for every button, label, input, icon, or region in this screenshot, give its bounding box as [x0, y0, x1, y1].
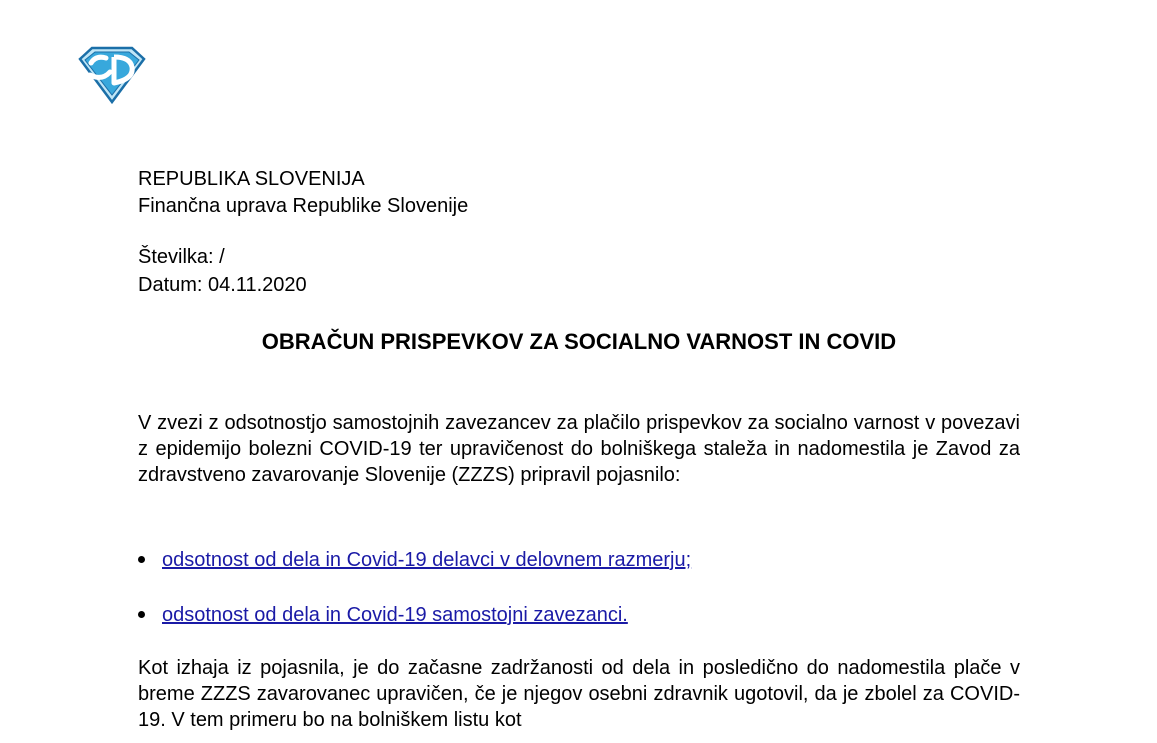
bullet-icon: [138, 556, 145, 563]
authority-name: Finančna uprava Republike Slovenije: [138, 195, 469, 217]
link-self-employed-covid[interactable]: odsotnost od dela in Covid-19 samostojni zavezanci.: [162, 604, 628, 626]
body-paragraph: Kot izhaja iz pojasnila, je do začasne zadržanosti od dela in posledično do nadomestila plače v breme ZZZS zavarovanec upravičen, če je njegov osebni zdravnik ugotovil, da je zbolel za COVID-19. V tem primeru bo na bolniškem listu kot: [138, 657, 1020, 731]
document-number: Številka: /: [138, 246, 225, 268]
sd-shield-logo-icon: [76, 45, 148, 105]
list-item: [138, 547, 691, 573]
bullet-icon: [138, 611, 145, 618]
intro-paragraph: V zvezi z odsotnostjo samostojnih zavezancev za plačilo prispevkov za socialno varnost v povezavi z epidemijo bolezni COVID-19 ter upravičenost do bolniškega staleža in nadomestila je Zavod za zdravstveno zavarovanje Slovenije (ZZZS) pripravil pojasnilo:: [138, 412, 1020, 486]
document-title: OBRAČUN PRISPEVKOV ZA SOCIALNO VARNOST IN COVID: [261, 329, 897, 354]
document-date: Datum: 04.11.2020: [138, 274, 307, 296]
country-name: REPUBLIKA SLOVENIJA: [138, 168, 365, 190]
link-employees-covid[interactable]: odsotnost od dela in Covid-19 delavci v delovnem razmerju;: [162, 549, 692, 571]
list-item: [138, 602, 628, 628]
